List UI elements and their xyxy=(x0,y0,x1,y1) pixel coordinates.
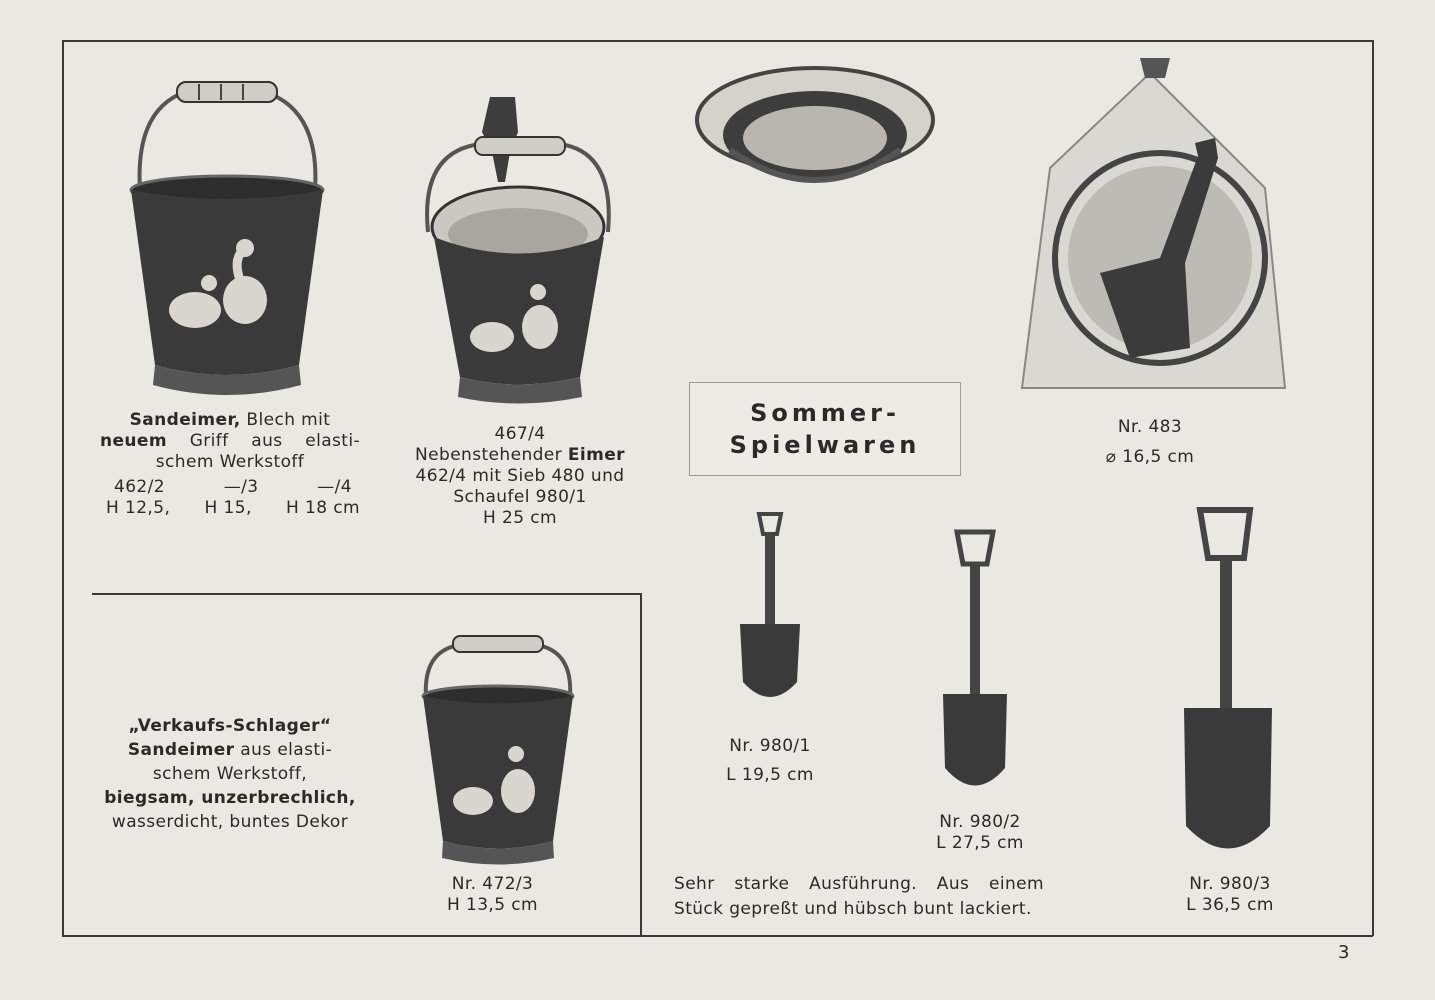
shovel-small-size: L 19,5 cm xyxy=(726,765,814,785)
headline-line2: Spielwaren xyxy=(729,431,921,459)
sand-bucket-image xyxy=(125,80,325,410)
shovel-large-image xyxy=(1178,506,1278,866)
frame-left xyxy=(62,40,64,936)
bucket-set-number: 467/4 xyxy=(494,424,546,444)
shovel-note xyxy=(674,872,1044,922)
section-divider-horizontal xyxy=(92,593,641,595)
shovel-medium-image xyxy=(935,528,1015,798)
bestseller-line5: wasserdicht, buntes Dekor xyxy=(111,812,349,832)
headline-box xyxy=(689,382,961,476)
shovel-large-size: L 36,5 cm xyxy=(1186,895,1274,915)
bestseller-bold: Sandeimer xyxy=(127,740,235,760)
bag-set-description xyxy=(1060,412,1240,472)
bucket-set-line3: Schaufel 980/1 xyxy=(453,487,587,507)
bag-set-image xyxy=(1020,48,1290,398)
shovel-large-description xyxy=(1160,874,1300,916)
frame-top xyxy=(62,40,1373,42)
bucket-set-line4: H 25 cm xyxy=(483,508,557,528)
sandeimer-description xyxy=(100,410,360,519)
shovel-large-number: Nr. 980/3 xyxy=(1189,874,1271,894)
sandeimer-line2: Griff aus elasti- xyxy=(166,431,360,451)
bucket-set-bold: Eimer xyxy=(567,445,625,465)
shovel-small-image xyxy=(735,512,805,707)
shovel-small-description xyxy=(700,732,840,790)
small-bucket-size: H 13,5 cm xyxy=(447,895,538,915)
size-label: —/3 xyxy=(223,477,259,497)
page-number: 3 xyxy=(1338,942,1350,963)
bucket-set-description xyxy=(400,424,640,529)
bag-set-size: ⌀ 16,5 cm xyxy=(1105,447,1195,467)
shovel-note-line1: Sehr starke Ausführung. Aus einem xyxy=(674,874,1044,894)
small-bucket-image xyxy=(418,636,578,871)
sandeimer-sizes xyxy=(100,477,360,498)
bestseller-line4: biegsam, unzerbrechlich, xyxy=(104,788,356,808)
bucket-set-image xyxy=(420,92,620,402)
height-label: H 18 cm xyxy=(286,498,360,518)
frame-bottom xyxy=(62,935,1373,937)
shovel-small-number: Nr. 980/1 xyxy=(729,736,811,756)
sandeimer-line3: schem Werkstoff xyxy=(155,452,305,472)
bestseller-description xyxy=(100,714,360,834)
sandeimer-title: Sandeimer, xyxy=(129,410,241,430)
sandeimer-bold: neuem xyxy=(100,431,167,451)
sandeimer-line1: Blech mit xyxy=(240,410,331,430)
bucket-set-line2: 462/4 mit Sieb 480 und xyxy=(415,466,625,486)
height-label: H 12,5, xyxy=(106,498,171,518)
frame-right xyxy=(1372,40,1374,936)
sieve-image xyxy=(690,60,940,200)
bag-set-number: Nr. 483 xyxy=(1117,417,1183,437)
shovel-medium-size: L 27,5 cm xyxy=(936,833,1024,853)
shovel-medium-number: Nr. 980/2 xyxy=(939,812,1021,832)
headline-line1: Sommer- xyxy=(750,399,900,427)
bestseller-line3: schem Werkstoff, xyxy=(152,764,308,784)
bestseller-quote: „Verkaufs-Schlager“ xyxy=(128,716,332,736)
height-label: H 15, xyxy=(204,498,252,518)
size-label: —/4 xyxy=(317,477,352,497)
small-bucket-description xyxy=(420,874,565,916)
sandeimer-heights xyxy=(100,498,360,519)
shovel-medium-description xyxy=(910,812,1050,854)
bucket-set-line1: Nebenstehender xyxy=(415,445,568,465)
bestseller-line2: aus elasti- xyxy=(234,740,333,760)
small-bucket-number: Nr. 472/3 xyxy=(451,874,534,894)
size-label: 462/2 xyxy=(114,477,165,497)
shovel-note-line2: Stück gepreßt und hübsch bunt lackiert. xyxy=(674,899,1032,919)
section-divider-vertical xyxy=(640,593,642,935)
